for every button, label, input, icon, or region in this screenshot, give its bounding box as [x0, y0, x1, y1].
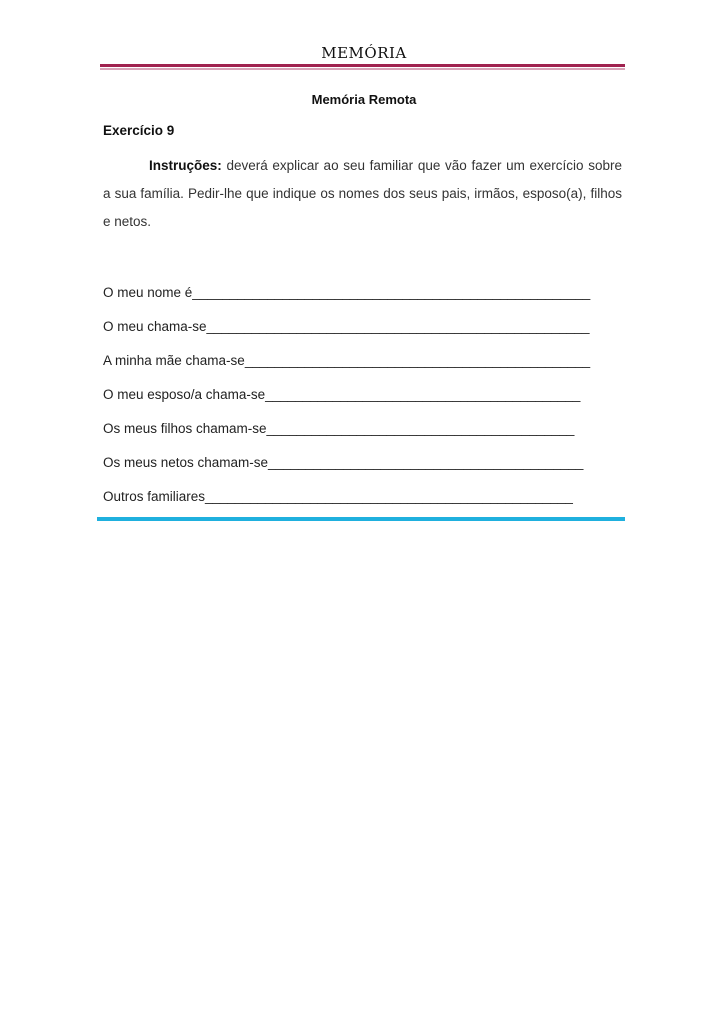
footer-rule	[97, 517, 625, 521]
exercise-title: Exercício 9	[103, 123, 175, 138]
field-mother-name[interactable]: A minha mãe chama-se______________________________________________	[103, 353, 591, 368]
field-children-names[interactable]: Os meus filhos chamam-se_________________________________________	[103, 421, 575, 436]
instructions-text: deverá explicar ao seu familiar que vão fazer um exercício sobre a sua família. Pedir-lhe que indique os nomes dos seus pais, irmãos, esposo(a), filhos e netos.	[103, 158, 622, 229]
field-own-name[interactable]: O meu nome é_____________________________________________________	[103, 285, 591, 300]
instructions-label: Instruções:	[149, 158, 222, 173]
field-grandchildren-names[interactable]: Os meus netos chamam-se__________________________________________	[103, 455, 584, 470]
header-rule	[100, 64, 625, 70]
field-father-name[interactable]: O meu chama-se___________________________________________________	[103, 319, 590, 334]
field-other-family[interactable]: Outros familiares_________________________________________________	[103, 489, 573, 504]
instructions-paragraph	[103, 152, 622, 236]
header-rule-line-light	[100, 68, 625, 70]
section-title: Memória Remota	[311, 92, 417, 107]
fill-in-fields	[103, 283, 622, 521]
header-title: MEMÓRIA	[321, 44, 407, 62]
header-rule-line-dark	[100, 64, 625, 67]
field-spouse-name[interactable]: O meu esposo/a chama-se__________________________________________	[103, 387, 581, 402]
